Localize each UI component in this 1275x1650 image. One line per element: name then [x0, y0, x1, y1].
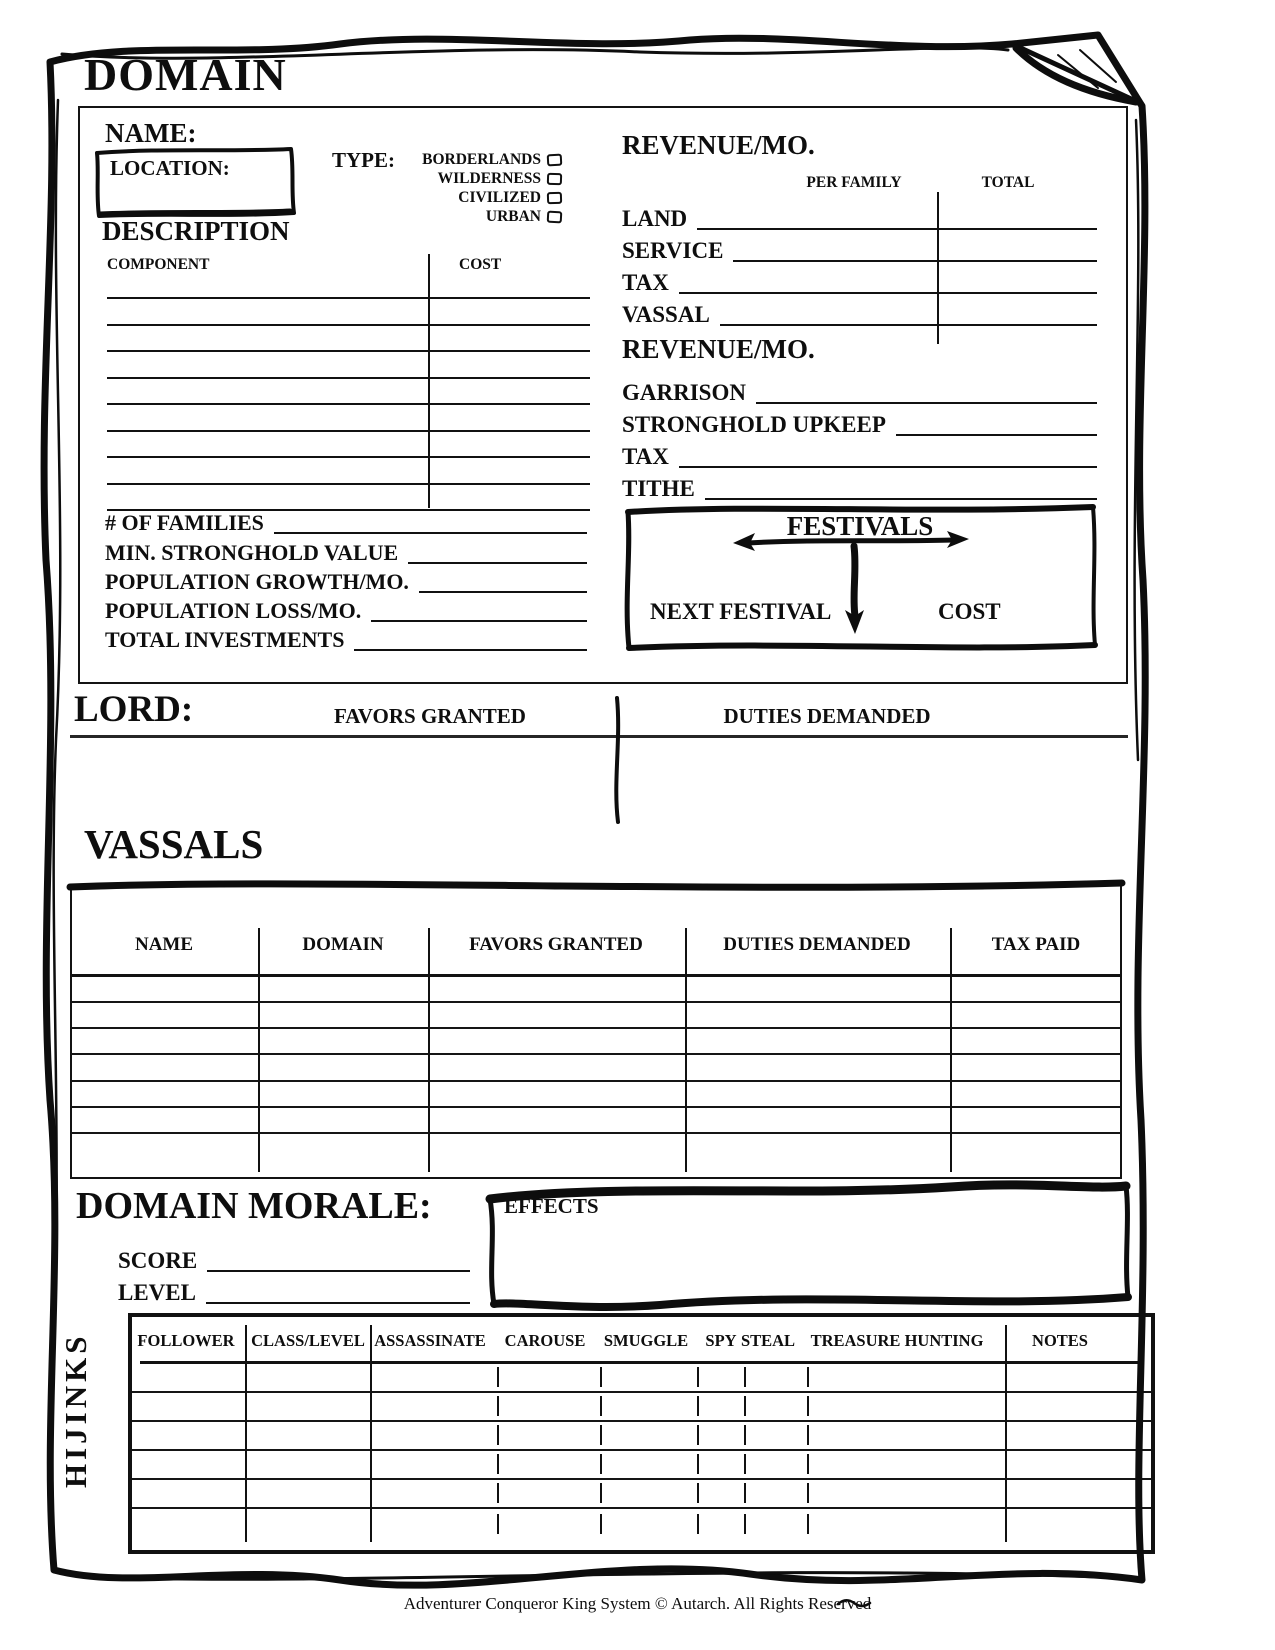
vassals-table — [70, 884, 1122, 1179]
fill-in-line[interactable] — [274, 506, 587, 534]
type-option-wilderness — [346, 169, 562, 188]
blank-table-row[interactable] — [132, 1451, 1151, 1480]
fill-in-line[interactable] — [733, 232, 1097, 262]
revenue-title: REVENUE/MO. — [622, 130, 815, 160]
column-divider — [685, 928, 687, 1172]
blank-table-row[interactable] — [72, 1055, 1120, 1081]
population-growth-label: POPULATION GROWTH/MO. — [105, 569, 409, 594]
tax-label: TAX — [622, 444, 669, 469]
service-label: SERVICE — [622, 238, 724, 263]
cost-column-header: COST — [459, 256, 502, 273]
hijinks-table — [128, 1313, 1155, 1554]
blank-table-row[interactable] — [107, 299, 590, 326]
urban-checkbox[interactable] — [547, 210, 563, 223]
blank-table-row[interactable] — [72, 1082, 1120, 1108]
blank-table-row[interactable] — [107, 379, 590, 406]
description-title: DESCRIPTION — [102, 216, 290, 246]
vassals-rows — [72, 977, 1120, 1161]
name-label: NAME: — [105, 118, 197, 148]
column-divider — [245, 1325, 247, 1542]
spy-header: SPY — [705, 1331, 737, 1350]
land-label: LAND — [622, 206, 688, 231]
blank-table-row[interactable] — [72, 1108, 1120, 1134]
domain-morale-title: DOMAIN MORALE: — [76, 1185, 432, 1227]
column-divider — [370, 1325, 372, 1542]
revenue-row-vassal — [622, 296, 1097, 326]
level-label: LEVEL — [118, 1280, 196, 1305]
score-label: SCORE — [118, 1248, 198, 1273]
fill-in-line[interactable] — [896, 406, 1097, 436]
page-fold-icon — [1014, 45, 1140, 103]
upkeep-row-garrison — [622, 374, 1097, 404]
domain-section — [78, 106, 1128, 684]
upkeep-row-stronghold-upkeep — [622, 406, 1097, 436]
civilized-checkbox[interactable] — [547, 191, 562, 204]
blank-table-row[interactable] — [132, 1480, 1151, 1509]
column-divider — [258, 928, 260, 1172]
garrison-label: GARRISON — [622, 380, 746, 405]
blank-table-row[interactable] — [107, 326, 590, 353]
upkeep-title: REVENUE/MO. — [622, 334, 815, 364]
tithe-label: TITHE — [622, 476, 695, 501]
vassal-domain-header: DOMAIN — [302, 934, 384, 955]
morale-level-row — [118, 1278, 470, 1304]
location-field[interactable] — [97, 152, 301, 222]
fill-in-line[interactable] — [679, 438, 1097, 468]
type-label: TYPE: — [332, 148, 395, 172]
follower-header: FOLLOWER — [137, 1331, 235, 1350]
vassal-label: VASSAL — [622, 302, 710, 327]
blank-table-row[interactable] — [72, 1029, 1120, 1055]
blank-table-row[interactable] — [132, 1364, 1151, 1393]
type-option-label: CIVILIZED — [458, 189, 541, 206]
fill-in-line[interactable] — [697, 200, 1097, 230]
steal-header: STEAL — [740, 1331, 796, 1350]
hijinks-rows — [132, 1364, 1151, 1539]
borderlands-checkbox[interactable] — [547, 153, 563, 166]
blank-table-row[interactable] — [72, 1003, 1120, 1029]
column-divider — [428, 928, 430, 1172]
festival-cost-label: COST — [938, 599, 1001, 624]
stat-row-population-growth — [105, 565, 587, 593]
families-label: # OF FAMILIES — [105, 510, 264, 535]
column-divider — [1005, 1325, 1007, 1542]
fill-in-line[interactable] — [756, 374, 1097, 404]
total-investments-label: TOTAL INVESTMENTS — [105, 627, 345, 652]
duties-demanded-header: DUTIES DEMANDED — [723, 704, 931, 728]
stat-row-population-loss — [105, 594, 587, 622]
lord-label: LORD: — [74, 689, 194, 730]
revenue-row-tax — [622, 264, 1097, 294]
population-loss-label: POPULATION LOSS/MO. — [105, 598, 362, 623]
divider — [70, 735, 1128, 738]
fill-in-line[interactable] — [354, 623, 587, 651]
notes-header: NOTES — [1032, 1331, 1088, 1350]
vassal-favors-header: FAVORS GRANTED — [469, 934, 643, 955]
blank-table-row[interactable] — [72, 977, 1120, 1003]
blank-table-row[interactable] — [107, 405, 590, 432]
blank-table-row[interactable] — [107, 432, 590, 459]
wilderness-checkbox[interactable] — [547, 172, 562, 185]
fill-in-line[interactable] — [419, 565, 587, 593]
type-option-borderlands — [346, 150, 562, 169]
stat-row-families — [105, 506, 587, 534]
fill-in-line[interactable] — [408, 536, 587, 564]
treasure-hunting-header: TREASURE HUNTING — [810, 1331, 984, 1350]
festivals-title: FESTIVALS — [786, 511, 934, 541]
min-stronghold-value-label: MIN. STRONGHOLD VALUE — [105, 540, 399, 565]
vassal-tax-paid-header: TAX PAID — [991, 934, 1081, 955]
column-divider — [428, 254, 430, 508]
class-level-header: CLASS/LEVEL — [251, 1331, 365, 1350]
fill-in-line[interactable] — [679, 264, 1097, 294]
stat-row-min-stronghold-value — [105, 536, 587, 564]
blank-table-row[interactable] — [72, 1134, 1120, 1160]
component-cost-table — [107, 254, 590, 528]
fill-in-line[interactable] — [705, 470, 1097, 500]
upkeep-row-tax — [622, 438, 1097, 468]
stronghold-upkeep-label: STRONGHOLD UPKEEP — [622, 412, 886, 437]
component-rows — [107, 297, 590, 511]
revenue-row-land — [622, 200, 1097, 230]
hijinks-title: HIJINKS — [58, 1332, 93, 1488]
revenue-row-service — [622, 232, 1097, 262]
component-column-header: COMPONENT — [107, 256, 210, 273]
fill-in-line[interactable] — [206, 1278, 470, 1304]
per-family-column-header: PER FAMILY — [806, 174, 902, 191]
blank-table-row[interactable] — [107, 352, 590, 379]
festivals-box[interactable] — [627, 507, 1097, 650]
effects-label: EFFECTS — [504, 1194, 599, 1218]
total-column-header: TOTAL — [981, 174, 1035, 191]
morale-score-row — [118, 1246, 470, 1272]
next-festival-label: NEXT FESTIVAL — [650, 599, 832, 624]
upkeep-row-tithe — [622, 470, 1097, 500]
stat-row-total-investments — [105, 623, 587, 651]
type-option-label: WILDERNESS — [437, 170, 541, 187]
copyright-footer: Adventurer Conqueror King System © Autarch. All Rights Reserved — [403, 1594, 872, 1613]
fill-in-line[interactable] — [371, 594, 587, 622]
blank-table-row[interactable] — [132, 1422, 1151, 1451]
fill-in-line[interactable] — [207, 1246, 470, 1272]
favors-granted-header: FAVORS GRANTED — [334, 704, 526, 728]
carouse-header: CAROUSE — [504, 1331, 586, 1350]
smuggle-header: SMUGGLE — [603, 1331, 689, 1350]
blank-table-row[interactable] — [132, 1509, 1151, 1538]
page-title: DOMAIN — [84, 49, 287, 100]
blank-table-row[interactable] — [132, 1393, 1151, 1422]
type-option-label: BORDERLANDS — [422, 151, 541, 168]
blank-table-row[interactable] — [107, 458, 590, 485]
type-option-label: URBAN — [485, 208, 541, 225]
fill-in-line[interactable] — [720, 296, 1097, 326]
tax-label: TAX — [622, 270, 669, 295]
type-options — [346, 150, 562, 226]
type-option-urban — [346, 207, 562, 226]
vassal-duties-header: DUTIES DEMANDED — [723, 934, 911, 955]
lord-column-divider — [616, 698, 618, 822]
vassal-name-header: NAME — [134, 934, 194, 955]
vassals-title: VASSALS — [84, 821, 264, 867]
type-option-civilized — [346, 188, 562, 207]
assassinate-header: ASSASSINATE — [374, 1331, 486, 1350]
column-divider — [950, 928, 952, 1172]
location-label: LOCATION: — [110, 156, 230, 180]
